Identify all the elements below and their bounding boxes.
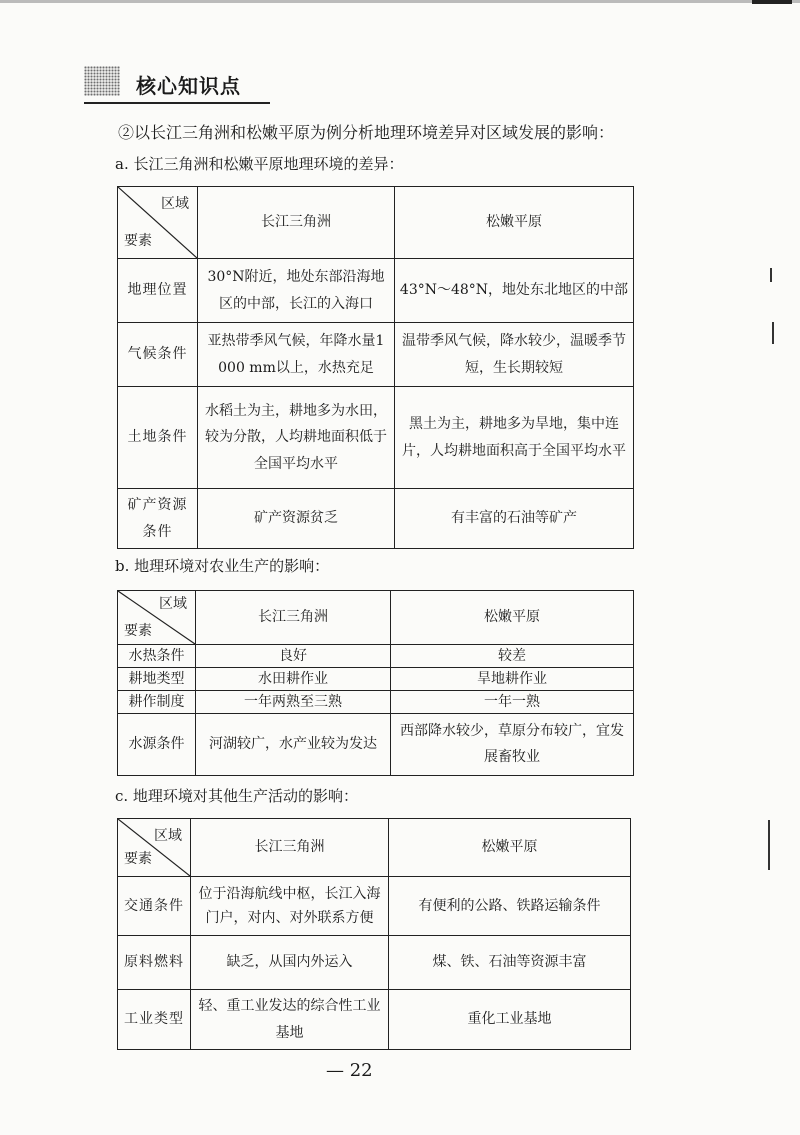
cell-yangtze: 良好	[196, 645, 391, 668]
table-row	[118, 936, 631, 990]
cell-yangtze: 矿产资源贫乏	[198, 489, 395, 549]
column-header-songnen: 松嫩平原	[389, 819, 631, 877]
table-row	[118, 259, 634, 323]
page-number: — 22	[326, 1060, 373, 1081]
cell-songnen: 43°N～48°N，地处东北地区的中部	[395, 259, 634, 323]
table-row	[118, 714, 634, 776]
row-factor: 地理位置	[118, 259, 198, 323]
row-factor: 气候条件	[118, 323, 198, 387]
row-factor: 土地条件	[118, 387, 198, 489]
cell-yangtze: 水田耕作业	[196, 668, 391, 691]
header-dot-pattern-icon	[84, 66, 120, 96]
factor-label: 要素	[124, 851, 152, 868]
table-row	[118, 691, 634, 714]
row-factor: 交通条件	[118, 877, 191, 936]
cell-yangtze: 一年两熟至三熟	[196, 691, 391, 714]
table-row	[118, 877, 631, 936]
region-label: 区域	[159, 596, 187, 612]
region-label: 区域	[154, 828, 182, 844]
cell-songnen: 较差	[391, 645, 634, 668]
section-header	[84, 66, 274, 106]
table-row	[118, 645, 634, 668]
cell-songnen: 有便利的公路、铁路运输条件	[389, 877, 631, 936]
margin-mark	[770, 268, 772, 282]
cell-yangtze: 亚热带季风气候，年降水量1 000 mm以上，水热充足	[198, 323, 395, 387]
margin-mark	[772, 322, 774, 344]
header-underline	[84, 102, 270, 104]
cell-songnen: 黑土为主，耕地多为旱地，集中连片，人均耕地面积高于全国平均水平	[395, 387, 634, 489]
table-row	[118, 387, 634, 489]
factor-label: 要素	[124, 233, 152, 250]
table-environment-differences	[117, 186, 634, 549]
row-factor: 水热条件	[118, 645, 196, 668]
row-factor: 工业类型	[118, 990, 191, 1050]
factor-label: 要素	[124, 623, 152, 640]
cell-songnen: 西部降水较少，草原分布较广，宜发展畜牧业	[391, 714, 634, 776]
column-header-yangtze: 长江三角洲	[198, 187, 395, 259]
section-c-heading: c. 地理环境对其他生产活动的影响：	[115, 787, 358, 805]
table-c-corner-header	[118, 819, 191, 877]
top-corner-mark	[752, 0, 792, 4]
top-edge-line	[0, 0, 800, 3]
section-a-heading: a. 长江三角洲和松嫩平原地理环境的差异：	[115, 155, 404, 173]
table-a-corner-header	[118, 187, 198, 259]
cell-songnen: 旱地耕作业	[391, 668, 634, 691]
cell-yangtze: 30°N附近，地处东部沿海地区的中部，长江的入海口	[198, 259, 395, 323]
table-row	[118, 323, 634, 387]
row-factor: 水源条件	[118, 714, 196, 776]
column-header-yangtze: 长江三角洲	[196, 591, 391, 645]
row-factor: 耕作制度	[118, 691, 196, 714]
row-factor: 原料燃料	[118, 936, 191, 990]
cell-songnen: 温带季风气候，降水较少，温暖季节短，生长期较短	[395, 323, 634, 387]
cell-yangtze: 缺乏，从国内外运入	[191, 936, 389, 990]
cell-songnen: 重化工业基地	[389, 990, 631, 1050]
cell-songnen: 一年一熟	[391, 691, 634, 714]
table-b-corner-header	[118, 591, 196, 645]
table-row	[118, 668, 634, 691]
column-header-yangtze: 长江三角洲	[191, 819, 389, 877]
cell-songnen: 有丰富的石油等矿产	[395, 489, 634, 549]
table-other-production-impact	[117, 818, 631, 1050]
cell-yangtze: 水稻土为主，耕地多为水田，较为分散，人均耕地面积低于全国平均水平	[198, 387, 395, 489]
table-row	[118, 489, 634, 549]
section-b-heading: b. 地理环境对农业生产的影响：	[115, 557, 330, 575]
cell-songnen: 煤、铁、石油等资源丰富	[389, 936, 631, 990]
cell-yangtze: 位于沿海航线中枢，长江入海门户，对内、对外联系方便	[191, 877, 389, 936]
table-agriculture-impact	[117, 590, 634, 776]
cell-yangtze: 轻、重工业发达的综合性工业基地	[191, 990, 389, 1050]
row-factor: 矿产资源条件	[118, 489, 198, 549]
row-factor: 耕地类型	[118, 668, 196, 691]
region-label: 区域	[161, 196, 189, 212]
column-header-songnen: 松嫩平原	[395, 187, 634, 259]
cell-yangtze: 河湖较广，水产业较为发达	[196, 714, 391, 776]
column-header-songnen: 松嫩平原	[391, 591, 634, 645]
margin-mark	[768, 820, 770, 870]
intro-paragraph: ②以长江三角洲和松嫩平原为例分析地理环境差异对区域发展的影响：	[118, 123, 615, 142]
table-row	[118, 990, 631, 1050]
section-title: 核心知识点	[136, 74, 241, 98]
